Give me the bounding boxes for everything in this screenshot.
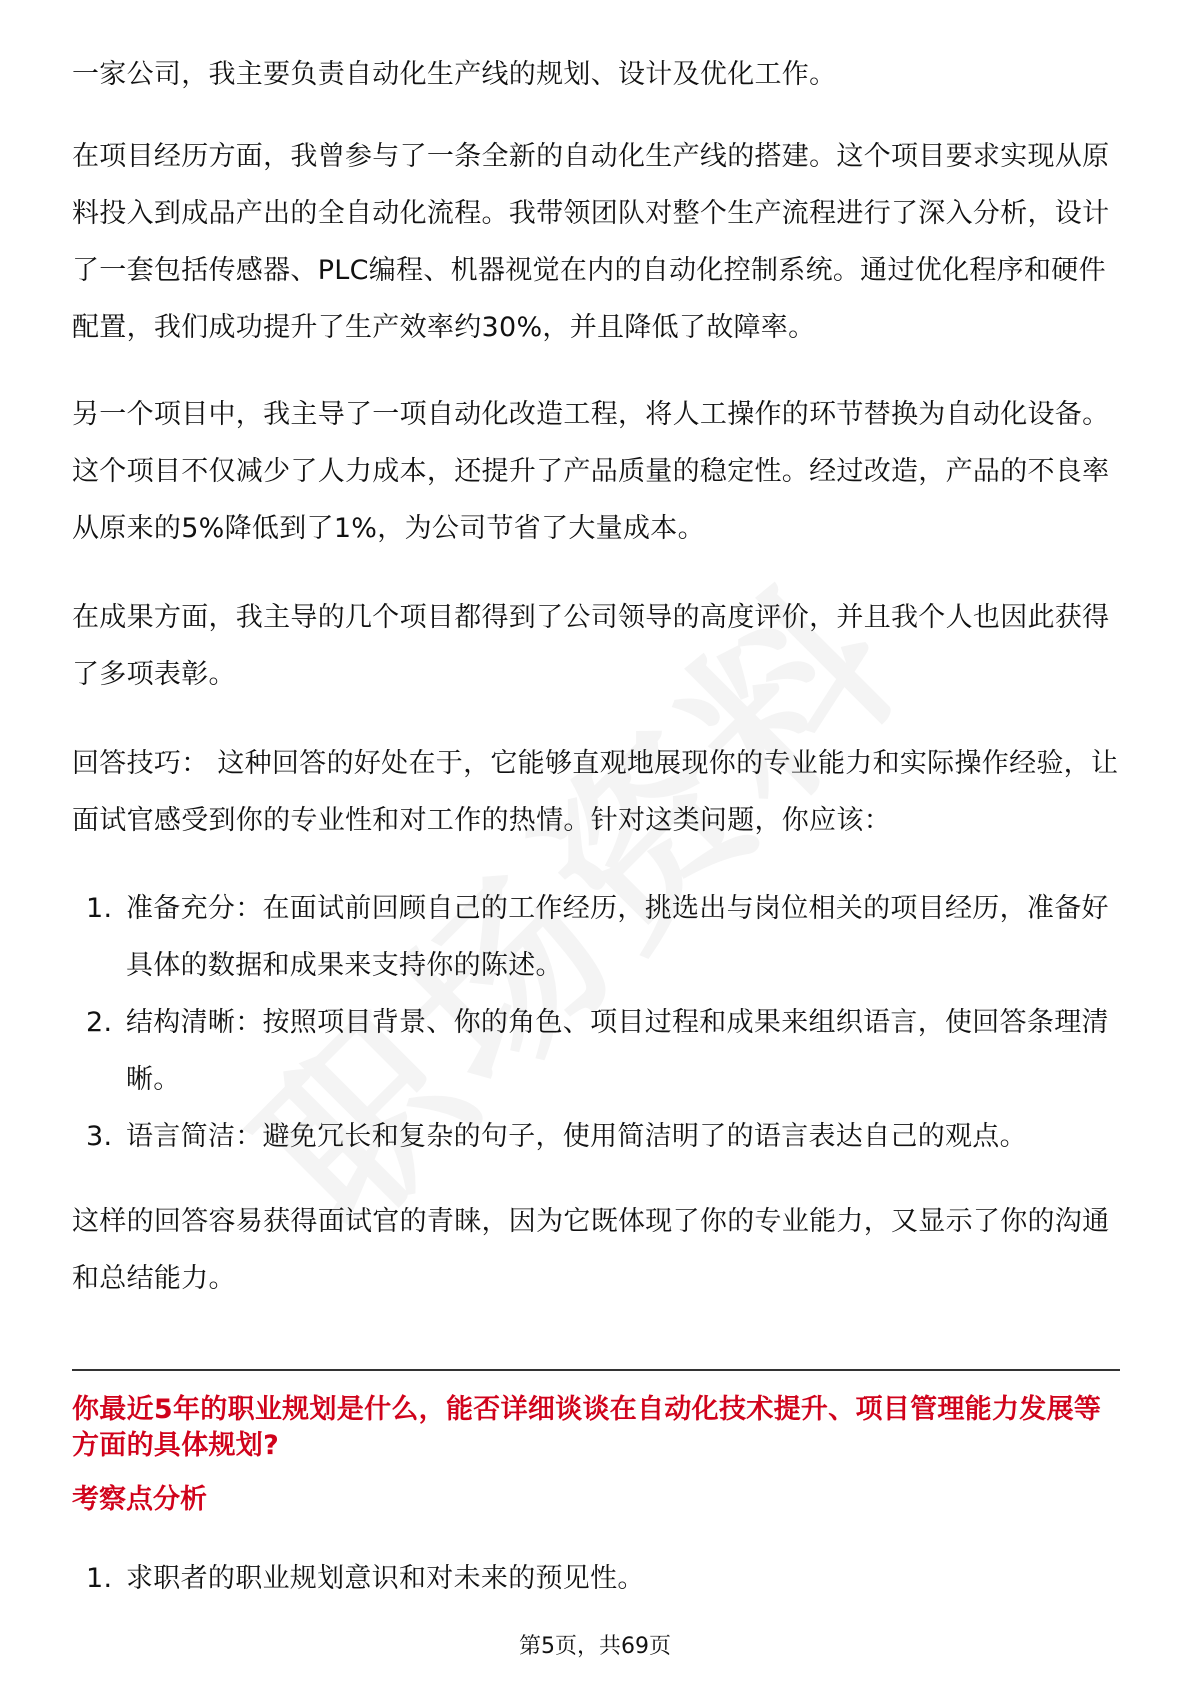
- list-number: 1.: [86, 1563, 113, 1594]
- list-text: 准备充分：在面试前回顾自己的工作经历，挑选出与岗位相关的项目经历，准备好具体的数据和成果来支持你的陈述。: [126, 893, 1109, 981]
- section-divider: [72, 1369, 1120, 1371]
- analysis-heading: 考察点分析: [72, 1484, 207, 1515]
- analysis-list: [72, 1550, 1122, 1607]
- tips-list: [72, 880, 1122, 1165]
- paragraph-project-experience: 在项目经历方面，我曾参与了一条全新的自动化生产线的搭建。这个项目要求实现从原料投入到成品产出的全自动化流程。我带领团队对整个生产流程进行了深入分析，设计了一套包括传感器、PLC编程、机器视觉在内的自动化控制系统。通过优化程序和硬件配置，我们成功提升了生产效率约30%，并且降低了故障率。: [72, 141, 1110, 343]
- list-item: [72, 880, 1122, 994]
- paragraph-answer-tips: 回答技巧： 这种回答的好处在于，它能够直观地展现你的专业能力和实际操作经验，让面试官感受到你的专业性和对工作的热情。针对这类问题，你应该：: [72, 748, 1119, 836]
- list-item: [72, 994, 1122, 1108]
- list-text: 求职者的职业规划意识和对未来的预见性。: [126, 1563, 645, 1594]
- page-number: 第5页，共69页: [519, 1634, 671, 1659]
- list-item: [72, 1108, 1122, 1165]
- list-text: 结构清晰：按照项目背景、你的角色、项目过程和成果来组织语言，使回答条理清晰。: [126, 1007, 1109, 1095]
- paragraph-second-project: 另一个项目中，我主导了一项自动化改造工程，将人工操作的环节替换为自动化设备。这个项目不仅减少了人力成本，还提升了产品质量的稳定性。经过改造，产品的不良率从原来的5%降低到了1%，为公司节省了大量成本。: [72, 399, 1110, 544]
- paragraph-intro: 一家公司，我主要负责自动化生产线的规划、设计及优化工作。: [72, 59, 837, 90]
- list-item: [72, 1550, 1122, 1607]
- list-number: 1.: [86, 893, 113, 924]
- paragraph-achievements: 在成果方面，我主导的几个项目都得到了公司领导的高度评价，并且我个人也因此获得了多项表彰。: [72, 602, 1110, 690]
- paragraph-conclusion: 这样的回答容易获得面试官的青睐，因为它既体现了你的专业能力，又显示了你的沟通和总结能力。: [72, 1206, 1110, 1294]
- list-number: 3.: [86, 1121, 113, 1152]
- question-heading: 你最近5年的职业规划是什么，能否详细谈谈在自动化技术提升、项目管理能力发展等方面的具体规划?: [72, 1394, 1102, 1461]
- list-text: 语言简洁：避免冗长和复杂的句子，使用简洁明了的语言表达自己的观点。: [126, 1121, 1027, 1152]
- list-number: 2.: [86, 1007, 113, 1038]
